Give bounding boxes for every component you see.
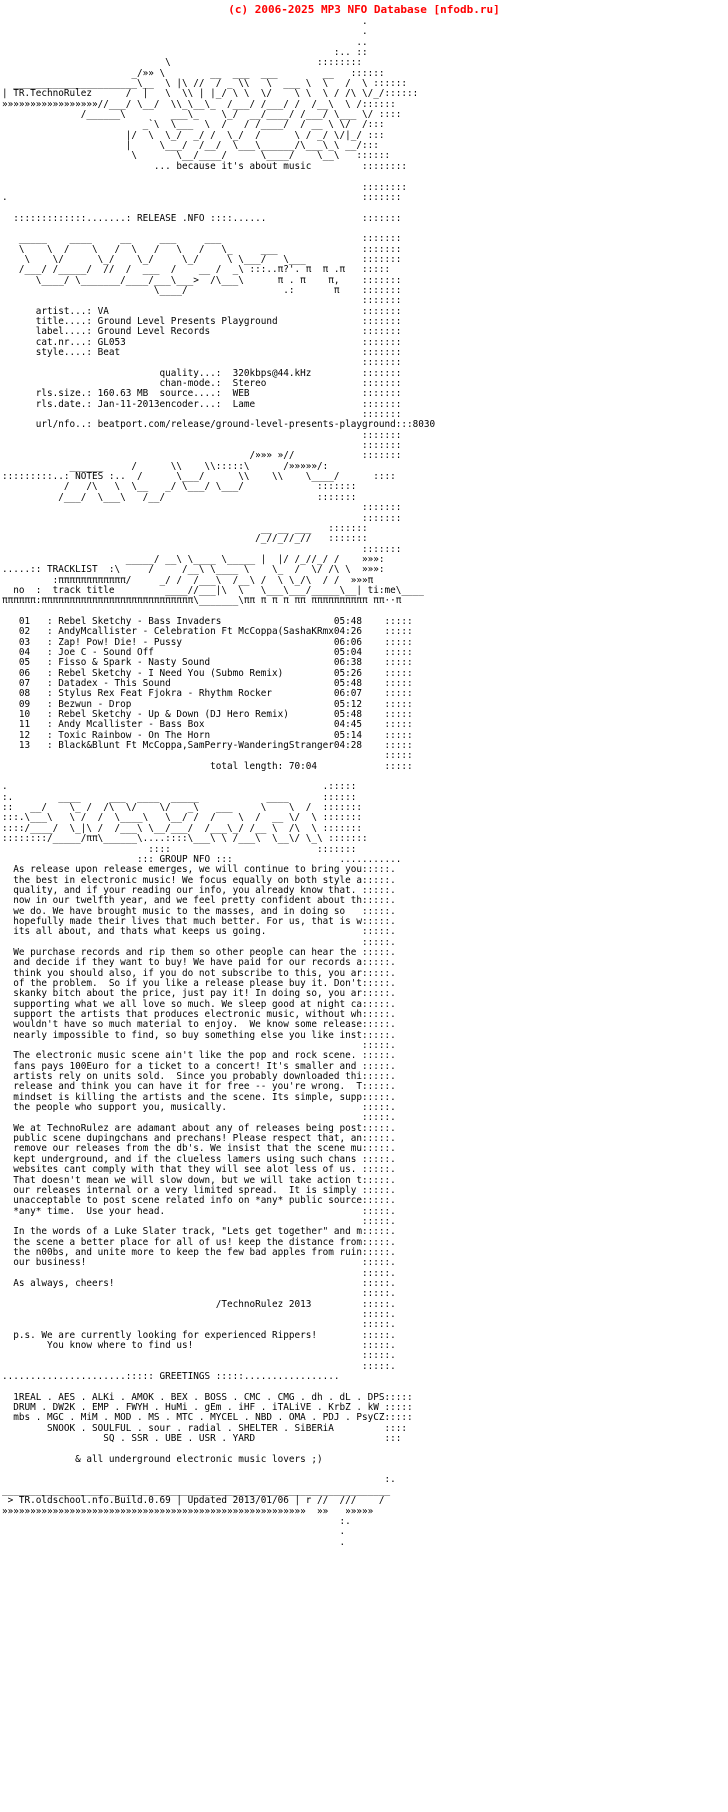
copyright-header (0, 0, 728, 17)
copyright-text: (c) 2006-2025 MP3 NFO Database [nfodb.ru] (228, 3, 500, 16)
nfo-document: . . .. :.. :: \ :::::::: _/»» \ __ ___ ___ __ :::::: ______________________\__ \ |\ // / _ \\ \ ___ \ \ / \ :::::: | TR.TechnoRulez / | \ \\ | |_/ \ \ \/ \ \ \ / /\ \/_/:::::: »»»»»»»»»»»»»»»»»//___/ \__/ \\_\__\_ /___/ /___/ / /__\ \ /:::::: /______\ ___\_ \_/ __/____/ /___/ \___ \/ :::: _`\ \___ \ / / /____/ / __ \ \/ /::: |/ \ \_/ _/ / \_/ / \ / _/ \/|_/ ::: | \___/ /__/ \___\______/\___\_\ __/::: \ \__/____/ \____/ \__\ :::::: ... because it's about music :::::::: :::::::: . ::::::: :::::::::::::.......: RELEASE .NFO ::::...... ::::::: _____ ____ __ ___ ___ ::::::: \ \ / \ / \ / \ / \_ ___ ::::::: \ \/ \_/ \_/ \_/ \ \___/ \___ ::::::: /___/ /_____/ // / ___ / __ / _\ :::..π?'. π π .π ::::: \____/ \_______/____/___\___> /\___\ π . π π, ::::::: \____/ .: π ::::::: ::::::: artist...: VA ::::::: title....: Ground Level Presents Playground ::::::: label....: Ground Level Records ::::::: cat.nr...: GL053 ::::::: style....: Beat ::::::: ::::::: quality...: 320kbps@44.kHz ::::::: chan-mode.: Stereo ::::::: rls.size.: 160.63 MB source....: WEB ::::::: rls.date.: Jan-11-2013encoder...: Lame ::::::: ::::::: url/nfo..: beatport.com/release/ground-level-presents-playground:::8030 ::::::: ::::::: /»»» »// ::::::: ______ / \\ \\:::::\ /»»»»»/: :::::::::..: NOTES :.. / \___/ \\ \\ \____/ :::: / /\ \ \__ _/ \___/ \___/ ::::::: /___/ \___\ /__/ ::::::: ::::::: ::::::: __ __ ___ ::::::: /_//_//_// ::::::: ::::::: _____/ __\ \____ \_____ | |/ /_//_/ / »»»: .....:: TRACKLIST :\ / /__\ \____ \ \_ / \/ /\ \ »»»: :ππππππππππππ/ _/ / /___\ /__\ / \ \_/\ / / »»»π no : track title ____//___|\ \ \___\___/_____\__| ti:me\____ ππππππ:πππππππππππππππππππππππππππ\_______\ππ π π π ππ ππππππππππ ππ··π 01 : Rebel Sketchy - Bass Invaders 05:48 ::::: 02 : AndyMcallister - Celebration Ft McCoppa(SashaKRmx04:26 ::::: 03 : Zap! Pow! Die! - Pussy 06:06 ::::: 04 : Joe C - Sound Off 05:04 ::::: 05 : Fisso & Spark - Nasty Sound 06:38 ::::: 06 : Rebel Sketchy - I Need You (Submo Remix) 05:26 ::::: 07 : Datadex - This Sound 05:48 ::::: 08 : Stylus Rex Feat Fjokra - Rhythm Rocker 06:07 ::::: 09 : Bezwun - Drop 05:12 ::::: 10 : Rebel Sketchy - Up & Down (DJ Hero Remix) 05:48 ::::: 11 : Andy Mcallister - Bass Box 04:45 ::::: 12 : Toxic Rainbow - On The Horn 05:14 ::::: 13 : Black&Blunt Ft McCoppa,SamPerry-WanderingStranger04:28 ::::: ::::: total length: 70:04 ::::: . .::::: :. ____ ___ ____ _____ ____ :::::: :: __/ \_ / /\ \/ \/ _\ ___ \ \ / ::::::: :::.\___\ \ / / \____\ \__/ / / \ / __ \/ \ ::::::: ::::/____/ \_|\ / /___\ \__/___/ /___\_/ /__ \ /\ \ ::::::: ::::::::/_____/ππ\______\....::::\___\ \ /___\ \__\/ \_\ ::::::: :::: ::::::: ::: GROUP NFO ::: ........... As release upon release emerges, we will continue to bring you:::::. the best in electronic music! We focus equally on both style a:::::. quality, and if your reading our info, you already know that. :::::. now in our twelfth year, and we feel pretty confident about th:::::. we do. We have brought music to the masses, and in doing so :::::. hopefully made their lives that much better. For us, that is w:::::. its all about, and thats what keeps us going. :::::. :::::. We purchase records and rip them so other people can hear the :::::. and decide if they want to buy! We have paid for our records a:::::. think you should also, if you do not subscribe to this, you ar:::::. of the problem. So if you like a release please buy it. Don't:::::. skanky bitch about the price, just pay it! In doing so, you ar:::::. supporting what we all love so much. We sleep good at night ca:::::. support the artists that produces electronic music, without wh:::::. wouldn't have so much material to enjoy. We know some release:::::. nearly impossible to find, so buy something else you like inst:::::. :::::. The electronic music scene ain't like the pop and rock scene. :::::. fans pays 100Euro for a ticket to a concert! It's smaller and :::::. artists rely on units sold. Since you probably downloaded thi:::::. release and think you can have it for free -- you're wrong. T:::::. mindset is killing the artists and the scene. Its simple, supp:::::. the people who support you, musically. :::::. :::::. We at TechnoRulez are adamant about any of releases being post:::::. public scene dupingchans and prechans! Please respect that, an:::::. remove our releases from the db's. We insist that the scene mu:::::. kept underground, and if the clueless lamers using such chans :::::. websites cant comply with that they will see alot less of us. :::::. That doesn't mean we will slow down, but we will take action t:::::. our releases internal or a very limited spread. It is simply :::::. unacceptable to post scene related info on *any* public source:::::. *any* time. Use your head. :::::. :::::. In the words of a Luke Slater track, "Lets get together" and m:::::. the scene a better place for all of us! keep the distance from:::::. the n00bs, and unite more to keep the few bad apples from ruin:::::. our business! :::::. :::::. As always, cheers! :::::. :::::. /TechnoRulez 2013 :::::. :::::. :::::. p.s. We are currently looking for experienced Rippers! :::::. You know where to find us! :::::. :::::. :::::. ......................::::: GREETINGS :::::................. 1REAL . AES . ALKi . AMOK . BEX . BOSS . CMC . CMG . dh . dL . DPS::::: DRUM . DW2K . EMP . FWYH . HuMi . gEm . iHF . iTALiVE . KrbZ . kW ::::: mbs . MGC . MiM . MOD . MS . MTC . MYCEL . NBD . OMA . PDJ . PsyCZ::::: SNOOK . SOULFUL . sour . radial . SHELTER . SiBERiA :::: SQ . SSR . UBE . USR . YARD ::: & all underground electronic music lovers ;) :. _____________________________________________________________________ > TR.oldschool.nfo.Build.0.69 | Updated 2013/01/06 | r // /// / »»»»»»»»»»»»»»»»»»»»»»»»»»»»»»»»»»»»»»»»»»»»»»»»»»»»»» »» »»»»» :. . . (2, 16, 436, 1548)
